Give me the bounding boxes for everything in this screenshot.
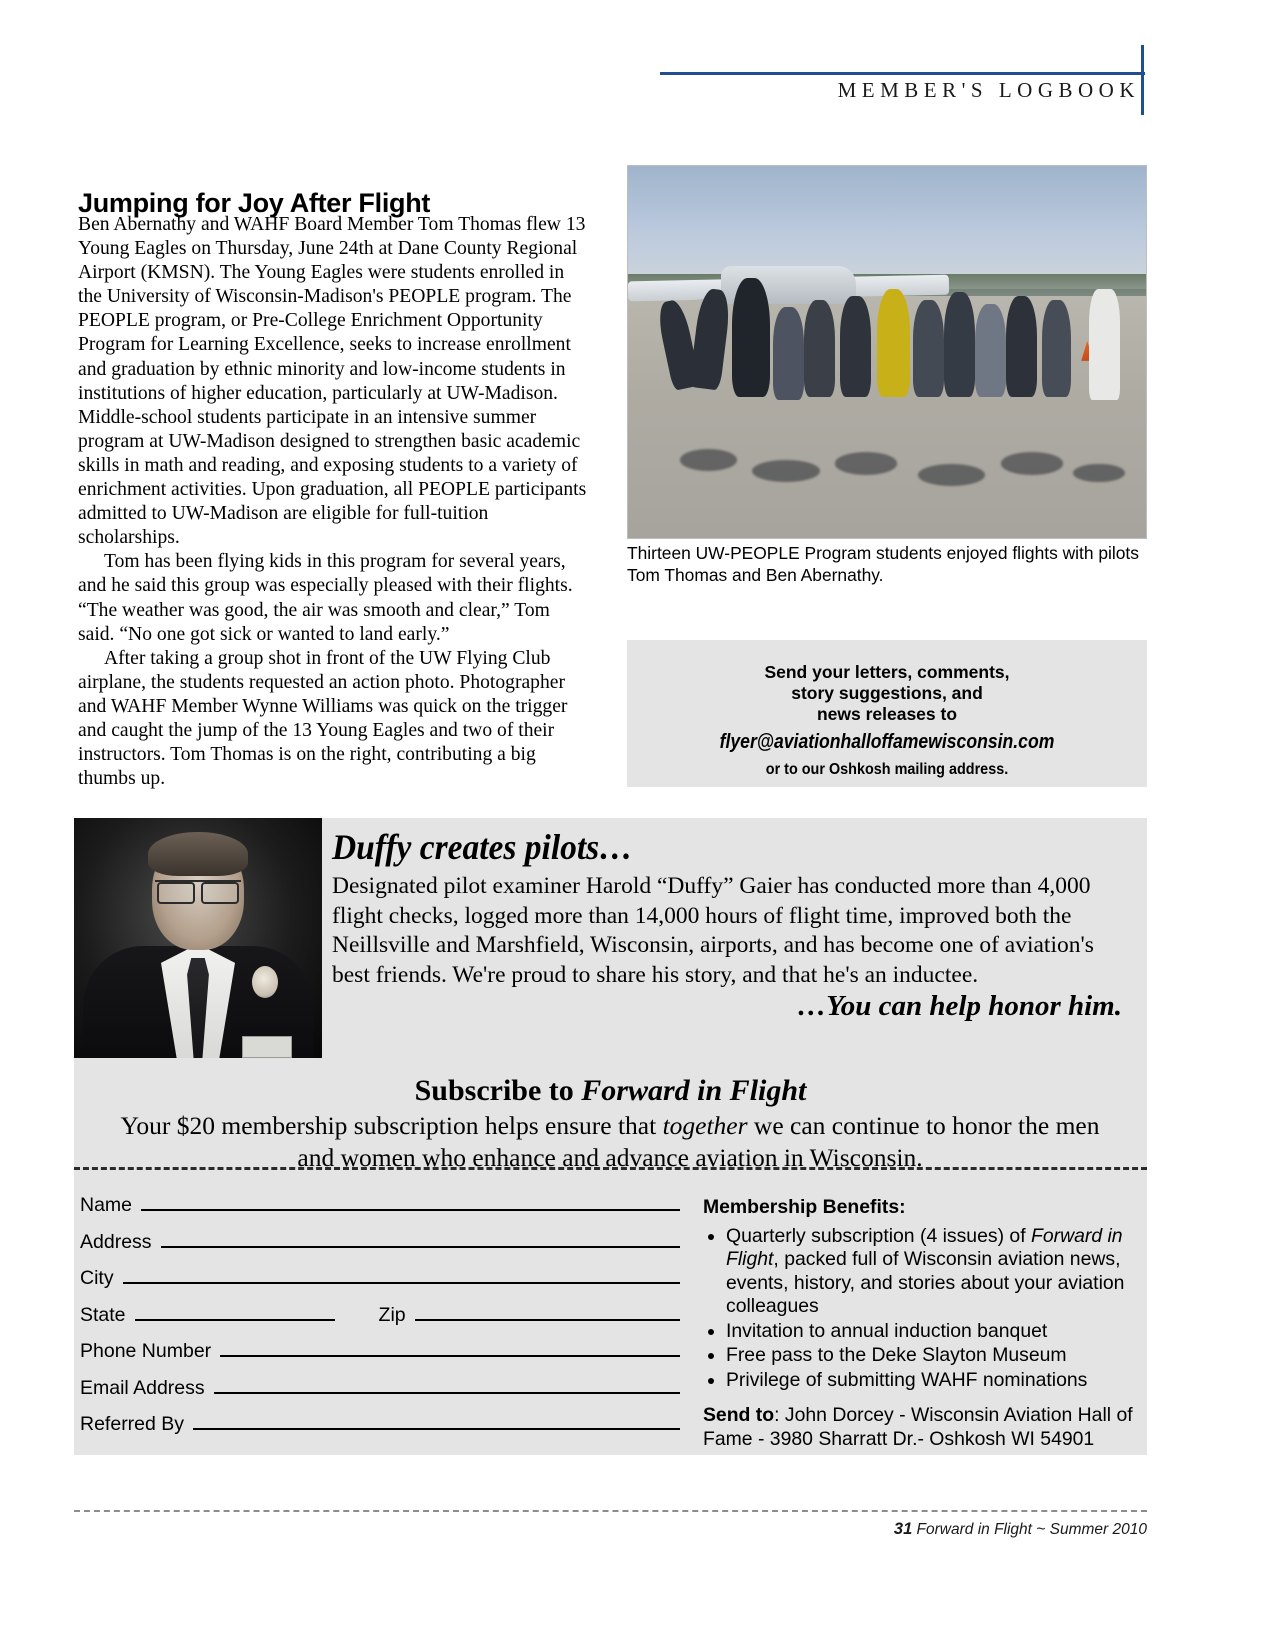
- subscribe-sub-part-1: Your $20 membership subscription helps ensure that: [120, 1111, 663, 1140]
- form-input-zip[interactable]: [415, 1302, 680, 1321]
- photo-shadow: [835, 452, 897, 474]
- portrait-lens-right: [201, 882, 239, 904]
- send-to-block: [703, 1403, 1135, 1451]
- benefit-item: • Invitation to annual induction banquet: [726, 1320, 1135, 1344]
- form-label-name: Name: [80, 1194, 133, 1216]
- form-label-city: City: [80, 1267, 114, 1289]
- form-label-referred-by: Referred By: [80, 1413, 185, 1435]
- article-paragraph-1: Ben Abernathy and WAHF Board Member Tom Thomas flew 13 Young Eagles on Thursday, June 24th at Dane County Regional Airport (KMSN). The Young Eagles were students enrolled in the University of Wisconsin-Madison's PEOPLE program. The PEOPLE program, or Pre-College Enrichment Opportunity Program for Learning Excellence, seeks to increase enrollment and graduation by ethnic minority and low-income students in institutions of higher education, particularly at UW-Madison. Middle-school students participate in an intensive summer program at UW-Madison designed to strengthen basic academic skills in math and reading, and exposing students to a variety of enrichment activities. Upon graduation, all PEOPLE participants admitted to UW-Madison are eligible for full-tuition scholarships.: [78, 214, 587, 549]
- form-input-state[interactable]: [135, 1302, 335, 1321]
- portrait-eyeglasses: [155, 880, 241, 902]
- photo-sky: [628, 166, 1146, 289]
- form-row-address: [80, 1229, 680, 1254]
- footer-issue-text: Forward in Flight ~ Summer 2010: [912, 1521, 1147, 1538]
- portrait-boutonniere: [252, 966, 278, 998]
- duffy-body-text: Designated pilot examiner Harold “Duffy” Gaier has conducted more than 4,000 flight checks, logged more than 14,000 hours of flight time, improved both the Neillsville and Marshfield, Wisconsin, airports, and has become one of aviation's best friends. We're proud to share his story, and that he's an inductee.: [332, 873, 1094, 988]
- photo-caption: Thirteen UW-PEOPLE Program students enjoyed flights with pilots Tom Thomas and Ben Abernathy.: [627, 543, 1139, 585]
- photo-person: [913, 300, 944, 397]
- subscribe-heading-title: Forward in Flight: [581, 1074, 807, 1107]
- header-rule-group: [660, 72, 1145, 73]
- letters-lead-line-2: story suggestions, and: [791, 683, 983, 703]
- portrait-lens-left: [157, 882, 195, 904]
- photo-shadow: [1001, 452, 1063, 474]
- portrait-name-badge: [242, 1036, 292, 1058]
- form-input-referred-by[interactable]: [193, 1411, 680, 1430]
- photo-shadow: [1073, 464, 1125, 483]
- form-input-city[interactable]: [123, 1265, 680, 1284]
- benefit-item: • Free pass to the Deke Slayton Museum: [726, 1344, 1135, 1368]
- subscribe-subheading: [110, 1110, 1110, 1173]
- photo-person: [877, 289, 911, 397]
- photo-person: [732, 278, 771, 397]
- form-input-phone[interactable]: [220, 1338, 680, 1357]
- letters-lead-line-3: news releases to: [816, 704, 958, 724]
- article-title: Jumping for Joy After Flight: [78, 188, 431, 219]
- benefits-title: Membership Benefits:: [703, 1196, 906, 1218]
- form-row-phone: [80, 1338, 680, 1363]
- benefit-text-post: , packed full of Wisconsin aviation news, events, history, and stories about your aviation colleagues: [726, 1248, 1125, 1317]
- form-input-address[interactable]: [161, 1229, 680, 1248]
- photo-person: [773, 307, 804, 400]
- footer-page-number: 31: [893, 1520, 913, 1538]
- subscribe-heading-plain: Subscribe to: [414, 1074, 582, 1107]
- form-label-email: Email Address: [80, 1376, 205, 1399]
- photo-shadow: [752, 460, 819, 482]
- header-rule: [660, 72, 1145, 75]
- footer-divider: [74, 1510, 1147, 1512]
- portrait-hair: [148, 832, 248, 876]
- letters-email-address[interactable]: flyer@aviationhalloffamewisconsin.com: [719, 731, 1055, 753]
- article-paragraph-3: After taking a group shot in front of the UW Flying Club airplane, the students requested an action photo. Photographer and WAHF Member Wynne Williams was quick on the trigger and caught the jump of the 13 Young Eagles and two of their instructors. Tom Thomas is on the right, contributing a big thumbs up.: [78, 647, 568, 790]
- membership-benefits: [703, 1196, 1135, 1451]
- photo-person: [975, 304, 1006, 397]
- benefit-item: [726, 1225, 1135, 1319]
- article-body: [78, 213, 588, 791]
- subscribe-sub-emphasis: together: [662, 1111, 748, 1140]
- letters-lead-line-1: Send your letters, comments,: [764, 662, 1010, 682]
- form-row-city: [80, 1265, 680, 1290]
- form-label-address: Address: [80, 1230, 152, 1253]
- benefit-text-italic: Forward in Flight: [726, 1224, 1123, 1270]
- subscription-form: [80, 1192, 680, 1448]
- form-row-email: [80, 1375, 680, 1400]
- form-row-name: [80, 1192, 680, 1217]
- photo-person-instructor: [1089, 289, 1120, 401]
- photo-person: [944, 292, 975, 396]
- duffy-portrait: [74, 818, 322, 1058]
- form-row-referred-by: [80, 1411, 680, 1436]
- subscribe-heading: [74, 1074, 1147, 1108]
- letters-callout-box: [627, 640, 1147, 787]
- form-label-zip: Zip: [378, 1303, 406, 1326]
- photo-shadow: [918, 464, 985, 486]
- benefit-item: • Privilege of submitting WAHF nominations: [726, 1369, 1135, 1393]
- photo-person: [1042, 300, 1070, 397]
- subscribe-sub-part-2: we can continue to honor the men and women who enhance and advance aviation in Wisconsin.: [297, 1111, 1100, 1172]
- article-paragraph-2: Tom has been flying kids in this program for several years, and he said this group was especially pleased with their flights. “The weather was good, the air was smooth and clear,” Tom said. “No one got sick or wanted to land early.”: [78, 551, 573, 645]
- benefits-list: [703, 1225, 1135, 1393]
- header-vertical-tick: [1141, 45, 1144, 115]
- form-label-phone: Phone Number: [80, 1340, 212, 1362]
- photo-person: [804, 300, 835, 397]
- duffy-kicker: …You can help honor him.: [797, 990, 1122, 1022]
- photo-person: [840, 296, 871, 396]
- page-footer: [647, 1520, 1147, 1539]
- form-input-name[interactable]: [141, 1192, 680, 1211]
- article-photo: [627, 165, 1147, 539]
- page-header-title: MEMBER'S LOGBOOK: [837, 78, 1140, 102]
- benefit-text-pre: Quarterly subscription (4 issues) of: [726, 1224, 1031, 1247]
- photo-person: [1006, 296, 1037, 396]
- send-to-address: : John Dorcey - Wisconsin Aviation Hall of Fame - 3980 Sharratt Dr.- Oshkosh WI 54901: [703, 1404, 1133, 1450]
- form-label-state: State: [80, 1303, 126, 1326]
- letters-mailing-note: or to our Oshkosh mailing address.: [765, 761, 1009, 778]
- duffy-heading: Duffy creates pilots…: [332, 827, 633, 867]
- tear-off-dashed-line: [74, 1167, 1147, 1170]
- form-input-email[interactable]: [214, 1375, 680, 1394]
- send-to-label: Send to: [703, 1404, 775, 1426]
- photo-shadow: [680, 449, 737, 471]
- form-row-state-zip: [80, 1302, 680, 1327]
